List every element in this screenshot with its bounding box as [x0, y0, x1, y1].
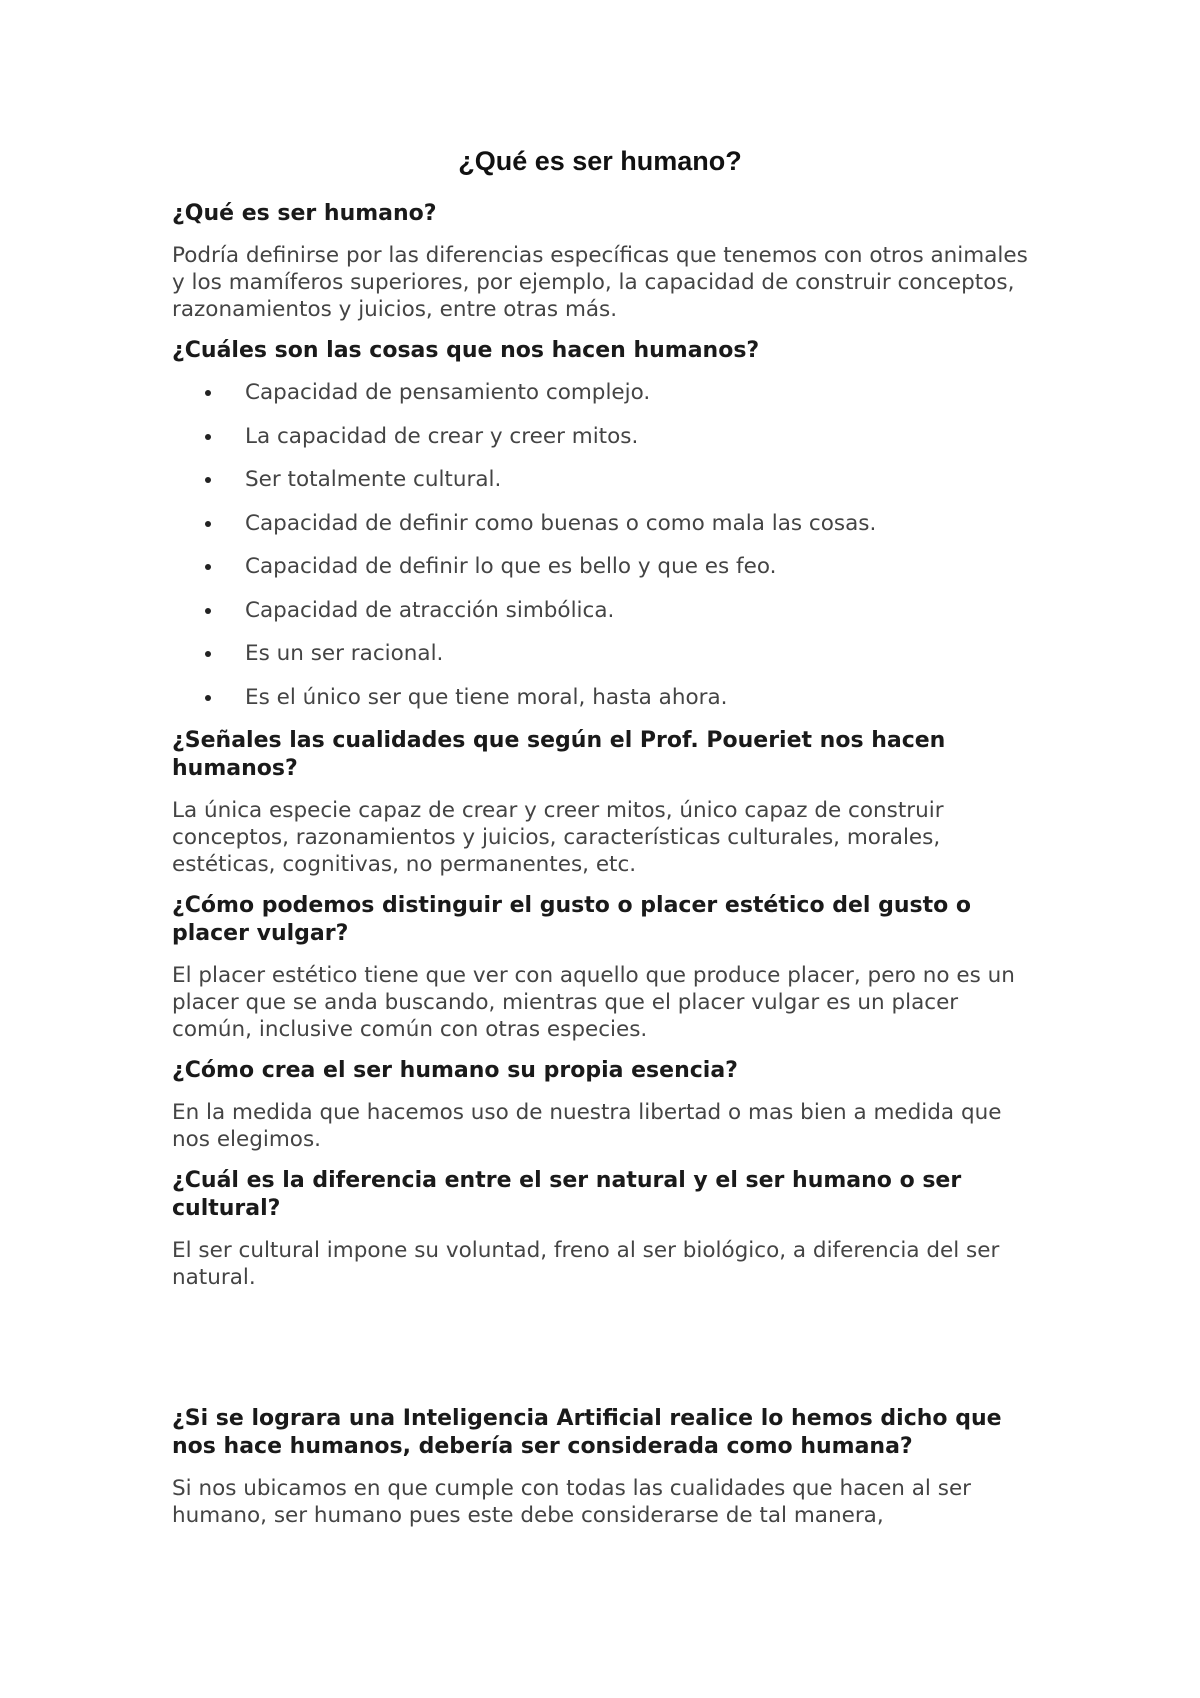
answer-paragraph: La única especie capaz de crear y creer mitos, único capaz de construir conceptos, razonamientos y juicios, características culturales, morales, estéticas, cognitivas, no permanentes, etc. — [172, 798, 944, 877]
answer-paragraph: Si nos ubicamos en que cumple con todas las cualidades que hacen al ser humano, ser humano pues este debe considerarse de tal manera, — [172, 1476, 972, 1528]
list-item — [172, 423, 1032, 450]
question-heading: ¿Cómo podemos distinguir el gusto o placer estético del gusto o placer vulgar? — [172, 893, 972, 946]
list-item — [172, 640, 1032, 667]
list-item — [172, 466, 1032, 493]
bullet-icon — [205, 434, 211, 440]
question-heading: ¿Qué es ser humano? — [172, 201, 437, 226]
list-item — [172, 597, 1032, 624]
list-item — [172, 684, 1032, 711]
answer-paragraph: El ser cultural impone su voluntad, freno al ser biológico, a diferencia del ser natural. — [172, 1238, 1000, 1290]
list-item-text: Es un ser racional. — [245, 641, 444, 666]
bullet-icon — [205, 564, 211, 570]
bullet-icon — [205, 477, 211, 483]
list-item-text: Es el único ser que tiene moral, hasta ahora. — [245, 684, 728, 710]
question-heading: ¿Cuál es la diferencia entre el ser natural y el ser humano o ser cultural? — [172, 1168, 962, 1221]
list-item-text: Capacidad de atracción simbólica. — [245, 597, 615, 623]
list-item — [172, 553, 1032, 580]
bullet-icon — [205, 651, 211, 657]
list-item-text: Capacidad de definir como buenas o como mala las cosas. — [245, 510, 877, 536]
bullet-icon — [205, 608, 211, 614]
bullet-icon — [205, 521, 211, 527]
bullet-icon — [205, 695, 211, 701]
bullet-icon — [205, 390, 211, 396]
question-heading: ¿Si se lograra una Inteligencia Artificial realice lo hemos dicho que nos hace humanos, debería ser considerada como humana? — [172, 1406, 1002, 1459]
list-item-text: Ser totalmente cultural. — [245, 467, 502, 492]
list-item-text: Capacidad de pensamiento complejo. — [245, 380, 651, 405]
question-heading: ¿Cómo crea el ser humano su propia esencia? — [172, 1058, 738, 1083]
list-item-text: La capacidad de crear y creer mitos. — [245, 423, 639, 449]
blank-space — [172, 1305, 1032, 1405]
list-item — [172, 379, 1032, 406]
list-item-text: Capacidad de definir lo que es bello y que es feo. — [245, 554, 777, 579]
question-heading: ¿Cuáles son las cosas que nos hacen humanos? — [172, 338, 760, 363]
question-heading: ¿Señales las cualidades que según el Prof. Poueriet nos hacen humanos? — [172, 728, 946, 781]
bullet-list — [172, 379, 1032, 711]
answer-paragraph: Podría definirse por las diferencias específicas que tenemos con otros animales y los mamíferos superiores, por ejemplo, la capacidad de construir conceptos, razonamientos y juicios, entre otras más. — [172, 243, 1028, 322]
document-body — [172, 200, 1032, 1543]
list-item — [172, 510, 1032, 537]
document-title: ¿Qué es ser humano? — [458, 146, 742, 176]
answer-paragraph: En la medida que hacemos uso de nuestra libertad o mas bien a medida que nos elegimos. — [172, 1100, 1002, 1152]
answer-paragraph: El placer estético tiene que ver con aquello que produce placer, pero no es un placer que se anda buscando, mientras que el placer vulgar es un placer común, inclusive común con otras especies. — [172, 963, 1015, 1042]
